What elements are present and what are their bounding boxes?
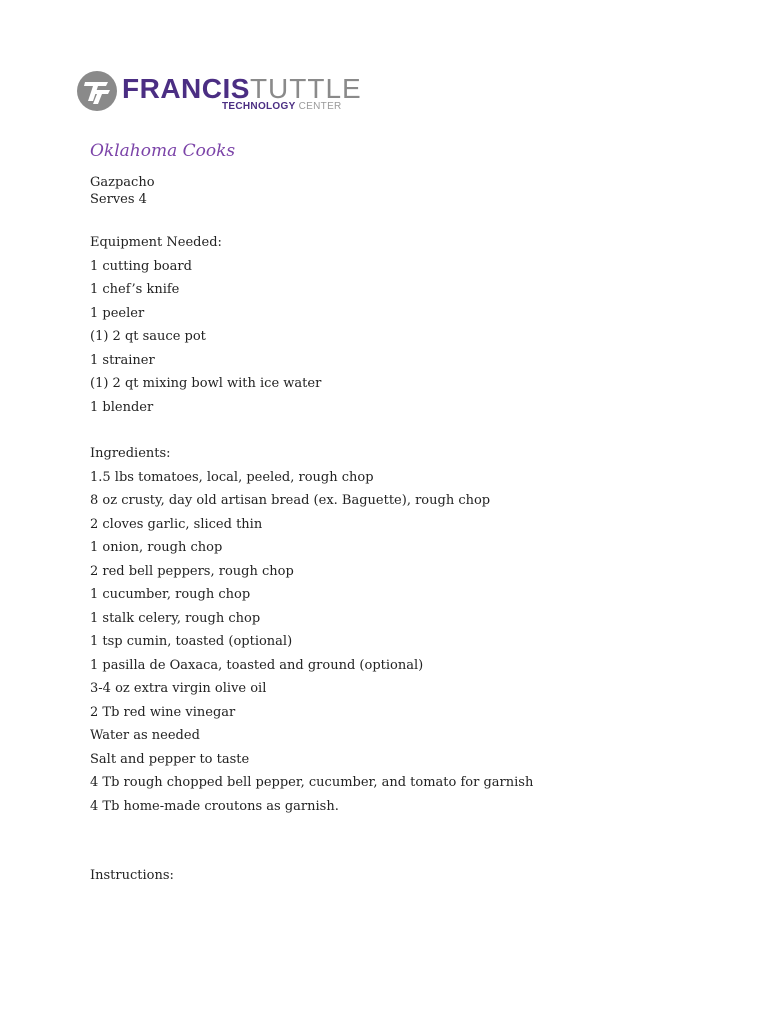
logo-sub-second: CENTER	[298, 101, 342, 112]
equipment-item: 1 peeler	[90, 305, 145, 321]
ingredient-item: 1 stalk celery, rough chop	[90, 610, 261, 626]
ingredient-item: 3-4 oz extra virgin olive oil	[90, 681, 267, 696]
instructions-heading: Instructions:	[90, 868, 174, 883]
francis-tuttle-logo	[76, 70, 362, 118]
ingredient-item: Salt and pepper to taste	[90, 751, 250, 767]
equipment-item: 1 strainer	[90, 352, 155, 368]
ingredient-item: 1 tsp cumin, toasted (optional)	[90, 634, 293, 649]
ingredient-item: 4 Tb home-made croutons as garnish.	[90, 798, 339, 814]
equipment-list	[90, 255, 730, 420]
equipment-item: 1 cutting board	[90, 258, 192, 274]
francis-tuttle-emblem-icon	[76, 70, 118, 112]
ingredient-item: 1.5 lbs tomatoes, local, peeled, rough chop	[90, 469, 374, 485]
logo-name-first: FRANCIS	[122, 73, 250, 104]
ingredient-item: Water as needed	[90, 728, 200, 743]
equipment-item: (1) 2 qt mixing bowl with ice water	[90, 376, 322, 391]
ingredient-item: 1 onion, rough chop	[90, 540, 223, 555]
logo-subtitle	[222, 101, 342, 113]
equipment-item: 1 blender	[90, 399, 154, 415]
ingredients-heading: Ingredients:	[90, 446, 171, 461]
spacer	[90, 208, 730, 231]
logo-name-second: TUTTLE	[249, 73, 362, 104]
equipment-item: (1) 2 qt sauce pot	[90, 329, 206, 344]
ingredient-item: 2 red bell peppers, rough chop	[90, 563, 294, 579]
ingredients-list	[90, 466, 730, 819]
logo-sub-first: TECHNOLOGY	[222, 101, 296, 112]
logo-wordmark	[122, 74, 362, 104]
recipe-name: Gazpacho	[90, 175, 155, 190]
spacer	[90, 419, 730, 442]
ingredient-item: 8 oz crusty, day old artisan bread (ex. Baguette), rough chop	[90, 493, 491, 508]
ingredient-item: 1 pasilla de Oaxaca, toasted and ground (optional)	[90, 657, 424, 673]
recipe-document	[90, 140, 730, 888]
equipment-heading: Equipment Needed:	[90, 235, 222, 250]
ingredient-item: 1 cucumber, rough chop	[90, 587, 251, 602]
ingredient-item: 4 Tb rough chopped bell pepper, cucumber, and tomato for garnish	[90, 775, 534, 790]
ingredient-item: 2 Tb red wine vinegar	[90, 704, 236, 720]
document-title: Oklahoma Cooks	[90, 141, 236, 161]
equipment-item: 1 chef’s knife	[90, 282, 180, 297]
ingredient-item: 2 cloves garlic, sliced thin	[90, 516, 263, 532]
spacer	[90, 818, 730, 864]
recipe-serves: Serves 4	[90, 192, 147, 207]
